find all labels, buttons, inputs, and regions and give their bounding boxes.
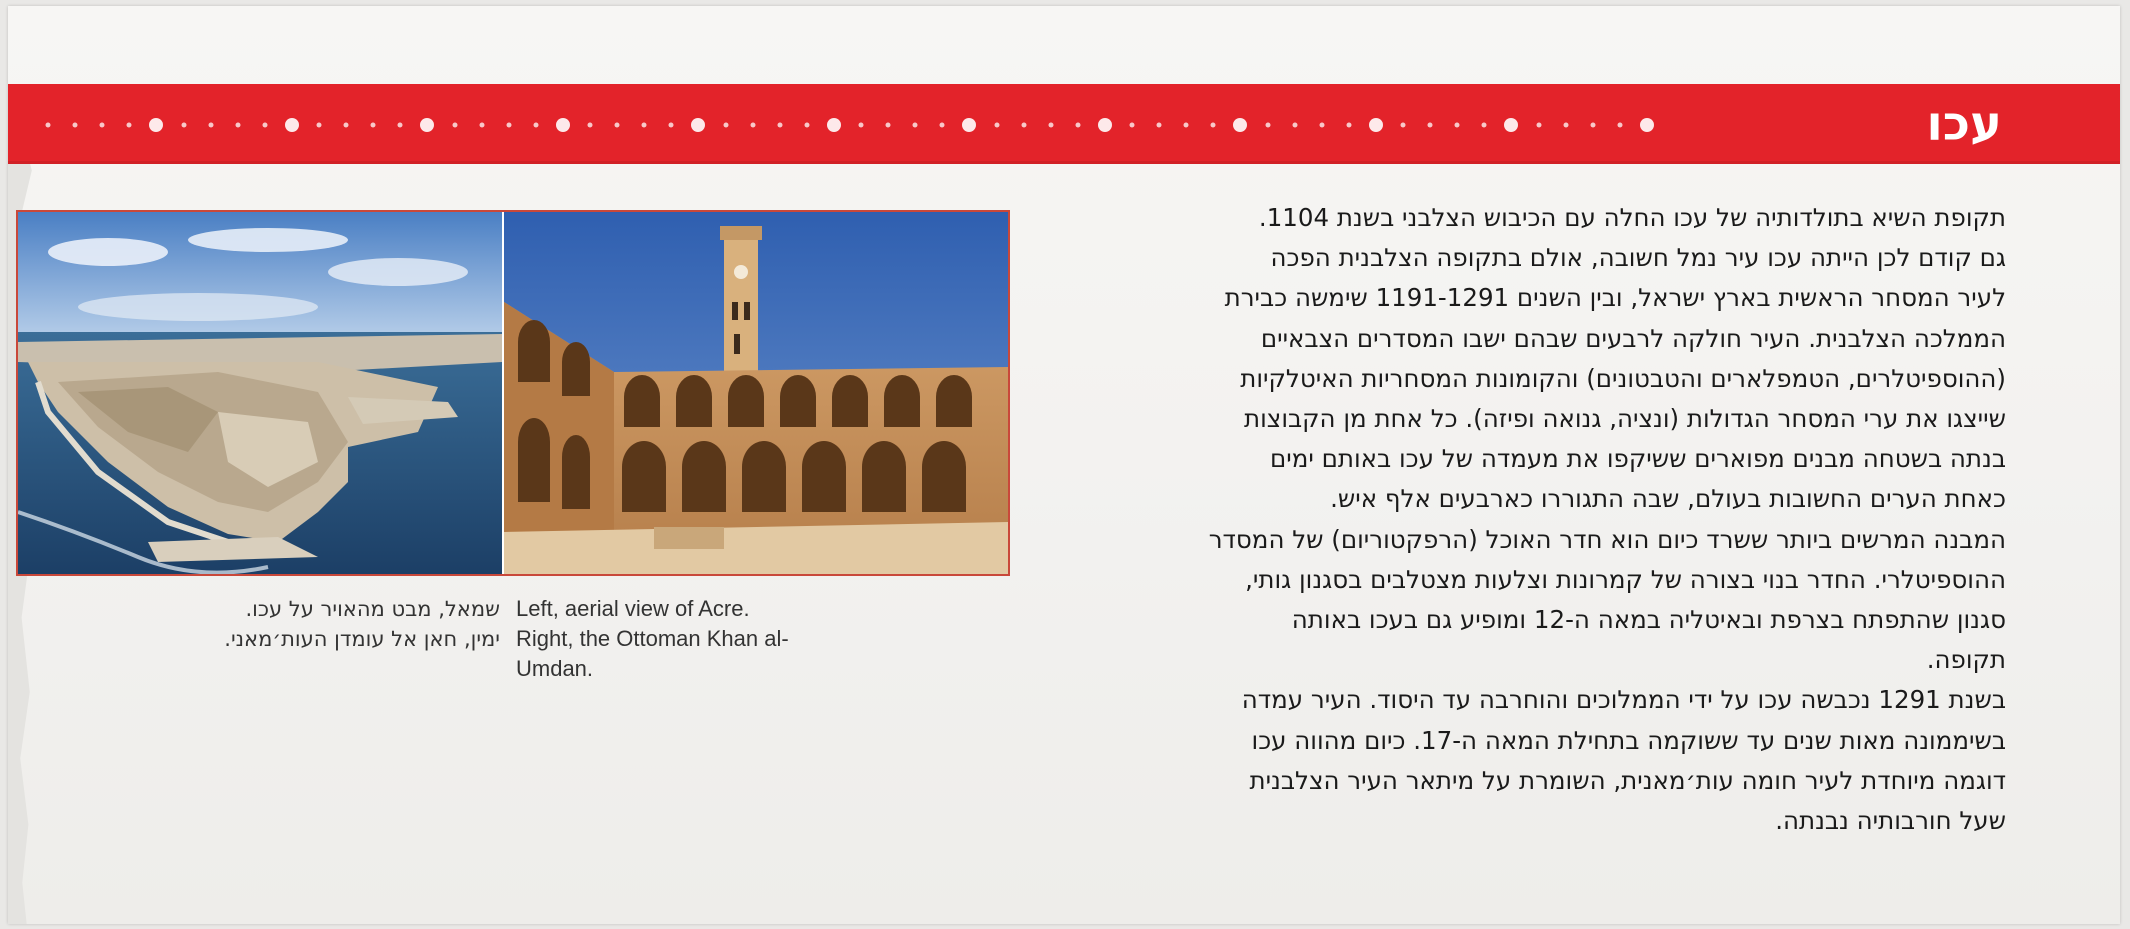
article-line: לעיר המסחר הראשית בארץ ישראל, ובין השנים 1191-1291 שימשה כבירת (1224, 283, 2006, 313)
banner-dot (1130, 123, 1135, 128)
banner-dot (1320, 123, 1325, 128)
banner-dot (209, 123, 214, 128)
banner-dot (1022, 123, 1027, 128)
article-line: (ההוספיטלרים, הטמפלארים והטבטונים) והקומונות המסחריות האיטלקיות (1240, 363, 2006, 393)
banner-dot (1618, 123, 1623, 128)
banner-dot (827, 118, 841, 132)
article-line: גם קודם לכן הייתה עכו עיר נמל חשובה, אולם בתקופה הצלבנית הפכה (1270, 243, 2006, 273)
banner-dot (669, 123, 674, 128)
banner-dot (1455, 123, 1460, 128)
banner-dot (588, 123, 593, 128)
caption-line: Umdan. (516, 656, 594, 681)
section-banner (8, 84, 2120, 164)
banner-dot (1401, 123, 1406, 128)
caption-line: Left, aerial view of Acre. (516, 596, 750, 621)
banner-dot (127, 123, 132, 128)
banner-dot (534, 123, 539, 128)
banner-dot (46, 123, 51, 128)
article-line: בנתה בשטחה מבנים מפוארים ששיקפו את מעמדה של עכו באותם ימים (1269, 444, 2006, 474)
banner-dot (1098, 118, 1112, 132)
banner-dot (1049, 123, 1054, 128)
banner-dot (642, 123, 647, 128)
article-line: תקופה. (1926, 645, 2006, 675)
banner-dot (236, 123, 241, 128)
banner-dot (1537, 123, 1542, 128)
banner-dot (480, 123, 485, 128)
banner-dot (805, 123, 810, 128)
banner-dot (691, 118, 705, 132)
aerial-photo-of-acre-icon (18, 212, 502, 574)
article-line: בשנת 1291 נכבשה עכו על ידי הממלוכים והוחרבה עד היסוד. העיר עמדה (1241, 685, 2006, 715)
banner-dot (995, 123, 1000, 128)
banner-dot (371, 123, 376, 128)
banner-dot (1640, 118, 1654, 132)
banner-dot (1428, 123, 1433, 128)
banner-dot (1369, 118, 1383, 132)
banner-dot (149, 118, 163, 132)
banner-dot (615, 123, 620, 128)
banner-dot (100, 123, 105, 128)
english-photo-caption (516, 594, 846, 684)
banner-dot (317, 123, 322, 128)
banner-dot-pattern (38, 84, 1678, 164)
banner-dot (1504, 118, 1518, 132)
banner-dot (913, 123, 918, 128)
banner-dot (285, 118, 299, 132)
banner-dot (940, 123, 945, 128)
banner-dot (1211, 123, 1216, 128)
article-line: סגנון שהתפתח בצרפת ובאיטליה במאה ה-12 ומופיע גם בעכו באותה (1291, 605, 2006, 635)
banner-dot (73, 123, 78, 128)
article-line: שעל חורבותיה נבנתה. (1775, 806, 2006, 836)
banner-dot (1233, 118, 1247, 132)
banner-dot (1184, 123, 1189, 128)
banner-dot (778, 123, 783, 128)
banner-dot (1076, 123, 1081, 128)
banner-dot (859, 123, 864, 128)
khan-al-umdan-courtyard-photo-icon (504, 212, 1008, 574)
banner-dot (263, 123, 268, 128)
banner-dot (886, 123, 891, 128)
banner-dot (556, 118, 570, 132)
article-line: כאחת הערים החשובות בעולם, שבה התגוררו כארבעים אלף איש. (1330, 484, 2006, 514)
banner-dot (1293, 123, 1298, 128)
article-line: תקופת השיא בתולדותיה של עכו החלה עם הכיבוש הצלבני בשנת 1104. (1258, 203, 2006, 232)
banner-dot (1564, 123, 1569, 128)
article-line: ההוספיטלרי. החדר בנוי בצורה של קמרונות וצלעות מצטלבים בסגנון גותי, (1245, 564, 2006, 594)
caption-line: ימין, חאן אל עומדן העות׳מאני. (224, 627, 500, 651)
caption-line: שמאל, מבט מהאויר על עכו. (245, 597, 500, 621)
banner-dot (1591, 123, 1596, 128)
article-body (1050, 198, 2006, 841)
article-line: המבנה המרשים ביותר ששרד כיום הוא חדר האוכל (הרפקטוריום) של המסדר (1208, 524, 2006, 554)
page-title: עכו (1926, 96, 2002, 152)
banner-dot (751, 123, 756, 128)
banner-dot (962, 118, 976, 132)
banner-dot (1157, 123, 1162, 128)
article-line: שייצגו את ערי המסחר הגדולות (ונציה, גנואה ופיזה). כל אחת מן הקבוצות (1244, 404, 2006, 434)
caption-line: Right, the Ottoman Khan al- (516, 626, 789, 651)
article-line: הממלכה הצלבנית. העיר חולקה לרבעים שבהם ישבו המסדרים הצבאיים (1260, 323, 2006, 353)
banner-dot (1347, 123, 1352, 128)
photo-strip (16, 210, 1010, 576)
banner-dot (1266, 123, 1271, 128)
banner-dot (344, 123, 349, 128)
banner-dot (420, 118, 434, 132)
article-line: דוגמה מיוחדת לעיר חומה עות׳מאנית, השומרת על מיתאר העיר הצלבנית (1249, 765, 2006, 795)
banner-dot (507, 123, 512, 128)
banner-dot (724, 123, 729, 128)
banner-dot (453, 123, 458, 128)
banner-dot (398, 123, 403, 128)
banner-dot (1482, 123, 1487, 128)
hebrew-photo-caption (160, 594, 500, 654)
article-line: בשיממונה מאות שנים עד ששוקמה בתחילת המאה ה-17. כיום מהווה עכו (1251, 725, 2006, 755)
banner-dot (182, 123, 187, 128)
